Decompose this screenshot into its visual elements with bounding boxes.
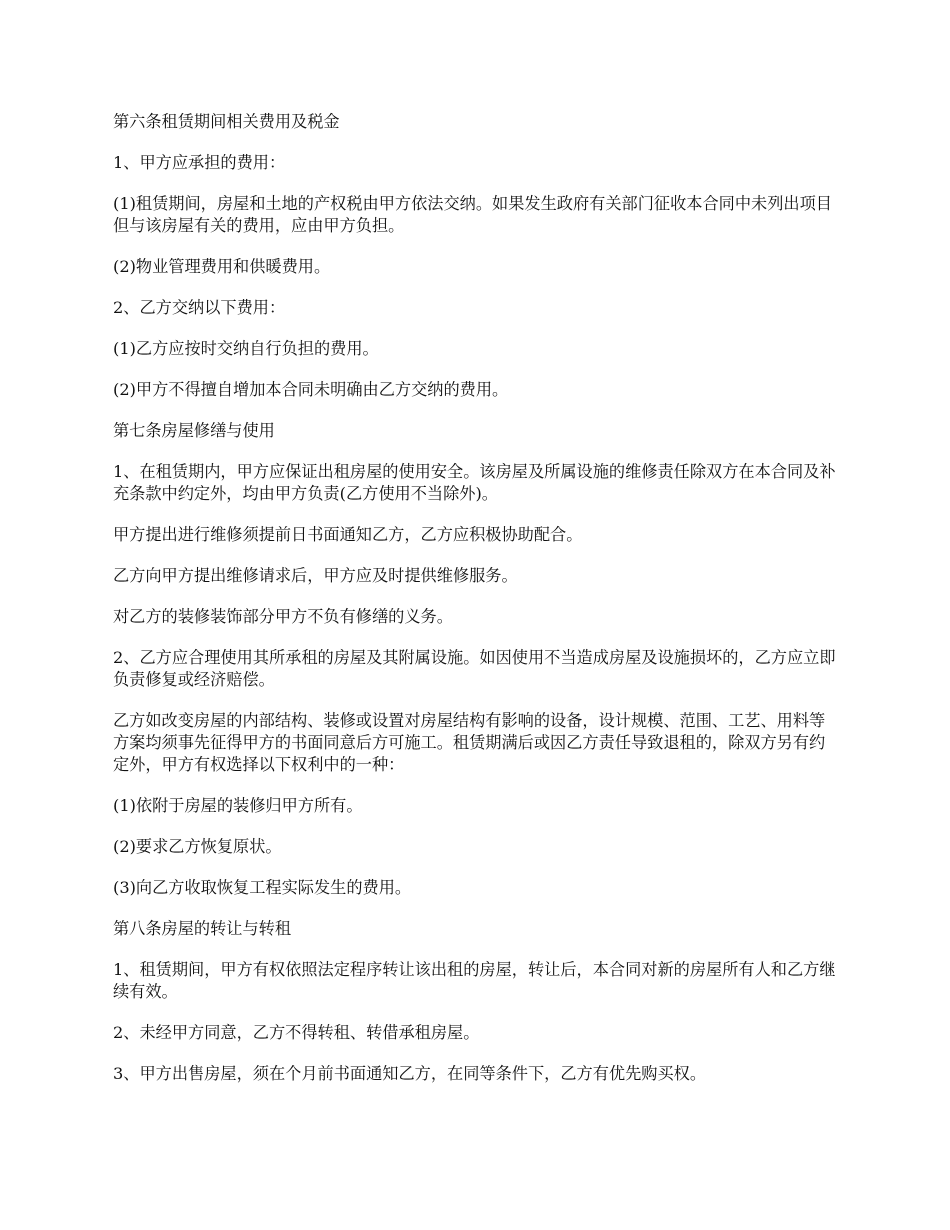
- clause-paragraph: (3)向乙方收取恢复工程实际发生的费用。: [113, 878, 412, 897]
- clause-paragraph: 乙方向甲方提出维修请求后，甲方应及时提供维修服务。: [113, 566, 518, 585]
- clause-paragraph: 3、甲方出售房屋，须在个月前书面通知乙方，在同等条件下，乙方有优先购买权。: [113, 1064, 707, 1083]
- clause-paragraph: (2)要求乙方恢复原状。: [113, 837, 282, 856]
- clause-paragraph: 1、甲方应承担的费用：: [113, 153, 286, 172]
- clause-paragraph: 2、未经甲方同意，乙方不得转租、转借承租房屋。: [113, 1023, 480, 1042]
- clause-paragraph: (2)物业管理费用和供暖费用。: [113, 257, 331, 276]
- clause-paragraph: 1、租赁期间，甲方有权依照法定程序转让该出租的房屋，转让后，本合同对新的房屋所有人和乙方继续有效。: [113, 960, 836, 1001]
- heading-article-7: 第七条房屋修缮与使用: [113, 421, 275, 440]
- clause-paragraph: 2、乙方交纳以下费用：: [113, 298, 286, 317]
- clause-paragraph: 甲方提出进行维修须提前日书面通知乙方，乙方应积极协助配合。: [113, 525, 583, 544]
- clause-paragraph: 1、在租赁期内，甲方应保证出租房屋的使用安全。该房屋及所属设施的维修责任除双方在本合同及补充条款中约定外，均由甲方负责(乙方使用不当除外)。: [113, 462, 836, 503]
- heading-article-8: 第八条房屋的转让与转租: [113, 919, 292, 938]
- clause-paragraph: 乙方如改变房屋的内部结构、装修或设置对房屋结构有影响的设备，设计规模、范围、工艺、用料等方案均须事先征得甲方的书面同意后方可施工。租赁期满后或因乙方责任导致退租的，除双方另有约定外，甲方有权选择以下权利中的一种：: [113, 711, 826, 774]
- clause-paragraph: 2、乙方应合理使用其所承租的房屋及其附属设施。如因使用不当造成房屋及设施损坏的，乙方应立即负责修复或经济赔偿。: [113, 648, 836, 689]
- document-body: [113, 111, 840, 1104]
- clause-paragraph: (2)甲方不得擅自增加本合同未明确由乙方交纳的费用。: [113, 380, 509, 399]
- heading-article-6: 第六条租赁期间相关费用及税金: [113, 112, 340, 131]
- clause-paragraph: (1)租赁期间，房屋和土地的产权税由甲方依法交纳。如果发生政府有关部门征收本合同中未列出项目但与该房屋有关的费用，应由甲方负担。: [113, 194, 832, 235]
- clause-paragraph: (1)乙方应按时交纳自行负担的费用。: [113, 339, 379, 358]
- clause-paragraph: (1)依附于房屋的装修归甲方所有。: [113, 796, 363, 815]
- clause-paragraph: 对乙方的装修装饰部分甲方不负有修缮的义务。: [113, 607, 453, 626]
